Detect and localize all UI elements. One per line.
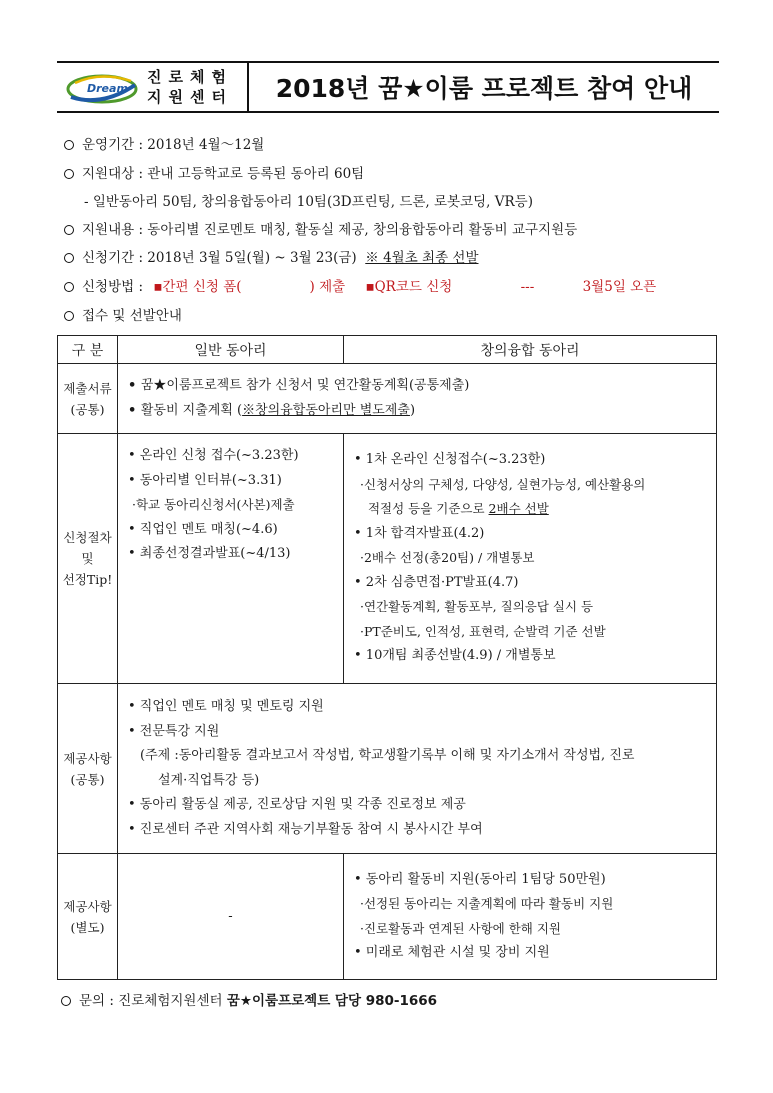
info-target-text: 지원대상 : 관내 고등학교로 등록된 동아리 60팀 <box>82 166 365 182</box>
info-method-label: 신청방법 : <box>82 279 144 295</box>
list-item: • 꿈★이룸프로젝트 참가 신청서 및 연간활동계획(공통제출) <box>128 374 710 399</box>
info-selection-text: 접수 및 선발안내 <box>82 308 182 324</box>
table-header-creative: 창의융합 동아리 <box>344 336 717 364</box>
list-item <box>354 497 710 522</box>
footer-contact: 꿈★이룸프로젝트 담당 980-1666 <box>226 993 438 1009</box>
info-target-detail: - 일반동아리 50팀, 창의융합동아리 10팀(3D프린팅, 드론, 로봇코딩, VR등) <box>84 194 533 210</box>
list-item: • 동아리 활동비 지원(동아리 1팀당 50만원) <box>354 871 606 887</box>
circle-bullet-icon <box>64 169 74 179</box>
logo-block <box>57 63 249 111</box>
header-banner <box>57 61 719 113</box>
info-apply-note: ※ 4월초 최종 선발 <box>365 250 479 266</box>
center-name-line2: 지원센터 <box>147 88 233 106</box>
category-line: (공통) <box>70 771 105 787</box>
provided-common-content <box>118 684 717 854</box>
row-category-provided-separate <box>58 854 118 980</box>
circle-bullet-icon <box>64 282 74 292</box>
category-line: (공통) <box>70 401 105 417</box>
list-item: • 1차 합격자발표(4.2) <box>354 525 485 541</box>
circle-bullet-icon <box>61 996 71 1006</box>
contact-footer <box>61 989 437 1009</box>
category-line: 및 <box>81 551 94 566</box>
list-item: • 진로센터 주관 지역사회 재능기부활동 참여 시 봉사시간 부여 <box>128 821 483 837</box>
footer-prefix: 문의 : 진로체험지원센터 <box>79 993 227 1009</box>
list-item: 설계·직업특강 등) <box>158 772 260 788</box>
category-line: 제출서류 <box>63 380 112 396</box>
category-line: (별도) <box>70 919 105 935</box>
info-period <box>64 133 264 153</box>
documents-content <box>118 364 717 434</box>
list-item: ·2배수 선정(총20팀) / 개별통보 <box>360 550 535 566</box>
item-underlined-text: ※창의융합동아리만 별도제출 <box>242 402 410 418</box>
category-line: 신청절차 <box>63 530 112 545</box>
procedure-general <box>118 434 344 684</box>
category-line: 선정Tip! <box>62 572 113 587</box>
info-target <box>64 162 364 182</box>
provided-separate-creative <box>344 854 717 980</box>
item-text: ) <box>409 402 416 418</box>
info-support-text: 지원내용 : 동아리별 진로멘토 매칭, 활동실 제공, 창의융합동아리 활동비 교구지원등 <box>82 222 578 238</box>
center-name <box>147 67 233 107</box>
list-item: ·PT준비도, 인적성, 표현력, 순발력 기준 선발 <box>360 623 606 639</box>
item-text: 적절성 등을 기준으로 <box>360 501 489 517</box>
info-apply-period <box>64 246 479 266</box>
list-item: • 동아리별 인터뷰(~3.31) <box>128 472 282 488</box>
item-underlined-text: 2배수 선발 <box>488 501 549 517</box>
method-qr-link[interactable]: ▪QR코드 신청 <box>365 279 453 295</box>
circle-bullet-icon <box>64 225 74 235</box>
circle-bullet-icon <box>64 253 74 263</box>
method-submit-text: ) 제출 <box>309 279 346 295</box>
table-header-category: 구 분 <box>58 336 118 364</box>
logo-text: Dream <box>87 82 128 95</box>
list-item: • 10개팀 최종선발(4.9) / 개별통보 <box>354 648 556 664</box>
dream-logo-icon <box>65 67 139 107</box>
table-header-row <box>58 336 717 364</box>
info-apply-period-text: 신청기간 : 2018년 3월 5일(월) ~ 3월 23(금) <box>82 250 357 266</box>
list-item: • 전문특강 지원 <box>128 723 220 739</box>
info-support <box>64 218 577 238</box>
list-item: ·연간활동계획, 활동포부, 질의응답 실시 등 <box>360 599 594 615</box>
page-title: 2018년 꿈★이룸 프로젝트 참여 안내 <box>275 74 693 103</box>
list-item: ·선정된 동아리는 지출계획에 따라 활동비 지원 <box>360 896 614 911</box>
info-selection <box>64 304 182 324</box>
method-open-text: 3월5일 오픈 <box>582 279 657 295</box>
info-method <box>64 275 656 295</box>
circle-bullet-icon <box>64 311 74 321</box>
table-header-general: 일반 동아리 <box>118 336 344 364</box>
list-item: • 직업인 멘토 매칭 및 멘토링 지원 <box>128 699 324 714</box>
list-item: ·학교 동아리신청서(사본)제출 <box>132 497 295 512</box>
list-item: • 1차 온라인 신청접수(~3.23한) <box>354 452 546 468</box>
category-line: 제공사항 <box>63 898 112 914</box>
list-item: ·진로활동과 연계된 사항에 한해 지원 <box>360 920 561 936</box>
selection-table <box>57 335 717 980</box>
list-item: • 2차 심층면접·PT발표(4.7) <box>354 574 519 590</box>
info-period-text: 운영기간 : 2018년 4월～12월 <box>82 137 265 153</box>
list-item: • 미래로 체험관 시설 및 장비 지원 <box>354 945 550 960</box>
provided-separate-general: - <box>118 854 344 980</box>
list-item: ·신청서상의 구체성, 다양성, 실현가능성, 예산활용의 <box>360 476 646 492</box>
list-item: • 최종선정결과발표(~4/13) <box>128 546 291 561</box>
list-item: • 동아리 활동실 제공, 진로상담 지원 및 각종 진로정보 제공 <box>128 797 466 812</box>
item-text: 활동비 지출계획 ( <box>140 402 243 418</box>
center-name-line1: 진로체험 <box>147 68 233 86</box>
list-item: • 직업인 멘토 매칭(~4.6) <box>128 521 278 537</box>
table-row-documents <box>58 364 717 434</box>
method-dash: --- <box>520 279 535 295</box>
method-form-link[interactable]: ▪간편 신청 폼( <box>153 279 242 295</box>
list-item: (주제 :동아리활동 결과보고서 작성법, 학교생활기록부 이해 및 자기소개서 작성법, 진로 <box>140 748 635 763</box>
list-item: • 온라인 신청 접수(~3.23한) <box>128 448 299 463</box>
row-category-provided-common <box>58 684 118 854</box>
procedure-creative <box>344 434 717 684</box>
row-category-documents <box>58 364 118 434</box>
table-row-procedure <box>58 434 717 684</box>
row-category-procedure <box>58 434 118 684</box>
table-row-provided-common <box>58 684 717 854</box>
circle-bullet-icon <box>64 140 74 150</box>
list-item <box>128 399 710 424</box>
table-row-provided-separate <box>58 854 717 980</box>
category-line: 제공사항 <box>63 750 112 766</box>
